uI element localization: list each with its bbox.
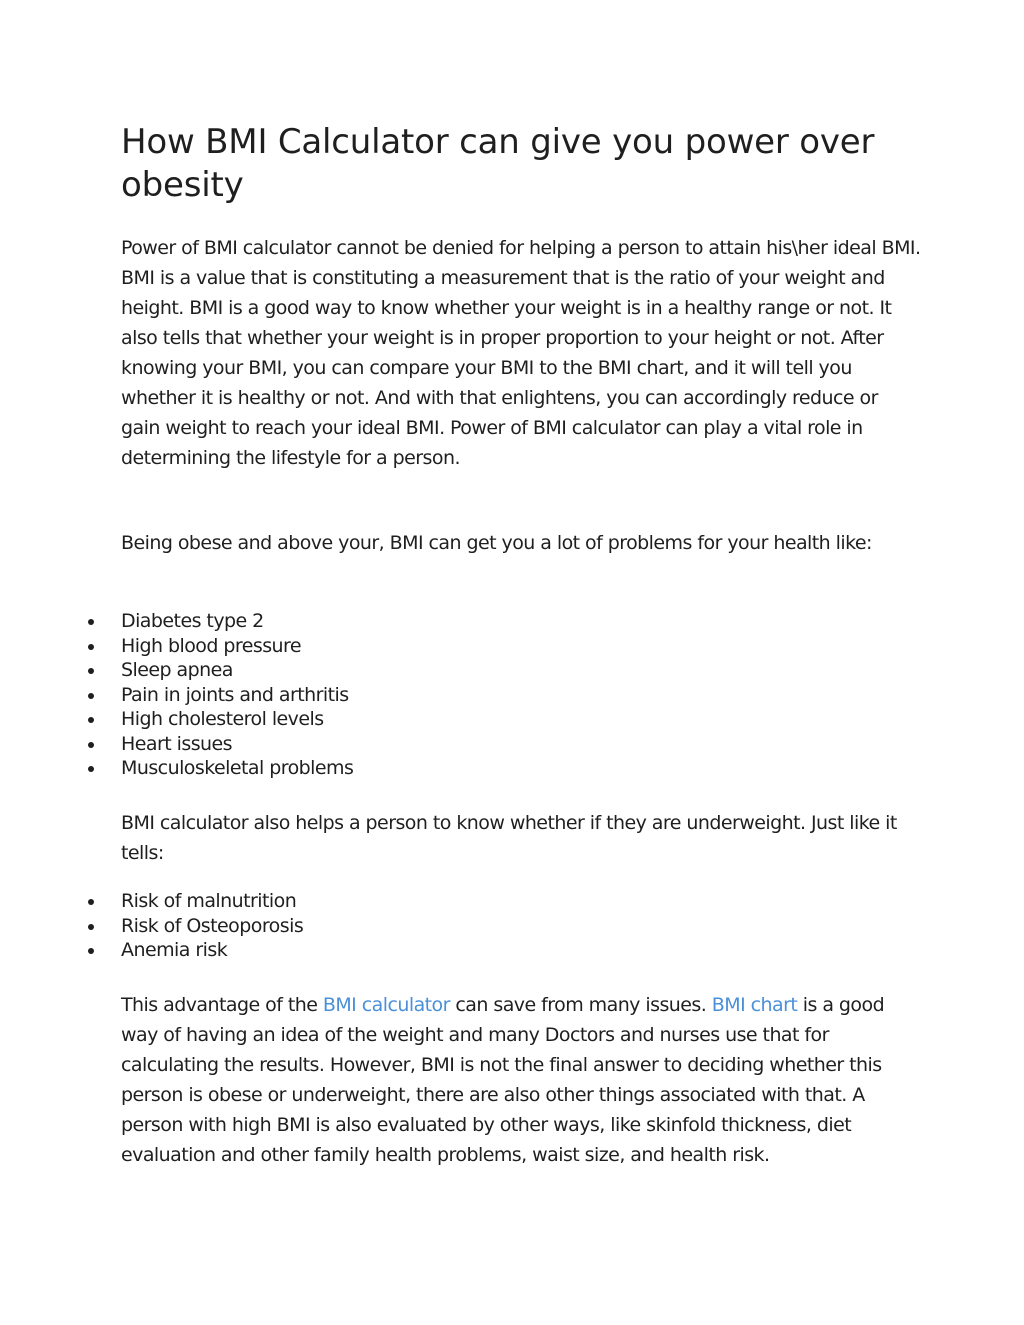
- bullet-icon: [88, 619, 94, 625]
- list-item-text: Diabetes type 2: [121, 610, 264, 632]
- list-item-text: Sleep apnea: [121, 659, 233, 681]
- list-item: [121, 889, 721, 914]
- list-item-text: Anemia risk: [121, 939, 228, 961]
- underweight-intro-paragraph: BMI calculator also helps a person to know whether if they are underweight. Just like it tells:: [121, 812, 897, 864]
- bullet-icon: [88, 742, 94, 748]
- list-item: [121, 914, 721, 939]
- list-item: [121, 938, 721, 963]
- bullet-icon: [88, 717, 94, 723]
- list-item: [121, 707, 721, 732]
- bullet-icon: [88, 766, 94, 772]
- conclusion-text-1: This advantage of the: [121, 994, 323, 1016]
- page-title: How BMI Calculator can give you power over obesity: [121, 122, 875, 205]
- list-item: [121, 634, 721, 659]
- bullet-icon: [88, 668, 94, 674]
- list-item-text: High cholesterol levels: [121, 708, 324, 730]
- conclusion-paragraph: [121, 990, 921, 1170]
- list-item: [121, 756, 721, 781]
- obesity-problems-list: [121, 609, 721, 781]
- list-item-text: Heart issues: [121, 732, 233, 755]
- bullet-icon: [88, 693, 94, 699]
- list-item-text: Musculoskeletal problems: [121, 757, 354, 779]
- list-item: [121, 732, 721, 757]
- obese-intro-paragraph: Being obese and above your, BMI can get you a lot of problems for your health like:: [121, 532, 872, 554]
- list-item-text: Risk of malnutrition: [121, 890, 297, 912]
- bullet-icon: [88, 644, 94, 650]
- bullet-icon: [88, 924, 94, 930]
- conclusion-text-2: can save from many issues.: [449, 994, 712, 1016]
- list-item: [121, 609, 721, 634]
- list-item-text: High blood pressure: [121, 634, 302, 657]
- underweight-risks-list: [121, 889, 721, 963]
- bullet-icon: [88, 899, 94, 905]
- list-item-text: Pain in joints and arthritis: [121, 683, 349, 706]
- bmi-chart-link[interactable]: BMI chart: [711, 994, 798, 1016]
- intro-paragraph: Power of BMI calculator cannot be denied for helping a person to attain his\her ideal BMI. BMI is a value that is constituting a measurement that is the ratio of your weight and height. BMI is a good way to know whether your weight is in a healthy range or not. It also tells that whether your weight is in proper proportion to your height or not. After knowing your BMI, you can compare your BMI to the BMI chart, and it will tell you whether it is healthy or not. And with that enlightens, you can accordingly reduce or gain weight to reach your ideal BMI. Power of BMI calculator can play a vital role in determining the lifestyle for a person.: [121, 237, 921, 469]
- conclusion-text-3: is a good way of having an idea of the weight and many Doctors and nurses use that for calculating the results. However, BMI is not the final answer to deciding whether this person is obese or underweight, there are also other things associated with that. A person with high BMI is also evaluated by other ways, like skinfold thickness, diet evaluation and other family health problems, waist size, and health risk.: [121, 994, 885, 1166]
- bmi-calculator-link[interactable]: BMI calculator: [322, 994, 450, 1016]
- list-item: [121, 683, 721, 708]
- list-item-text: Risk of Osteoporosis: [121, 914, 304, 937]
- bullet-icon: [88, 948, 94, 954]
- list-item: [121, 658, 721, 683]
